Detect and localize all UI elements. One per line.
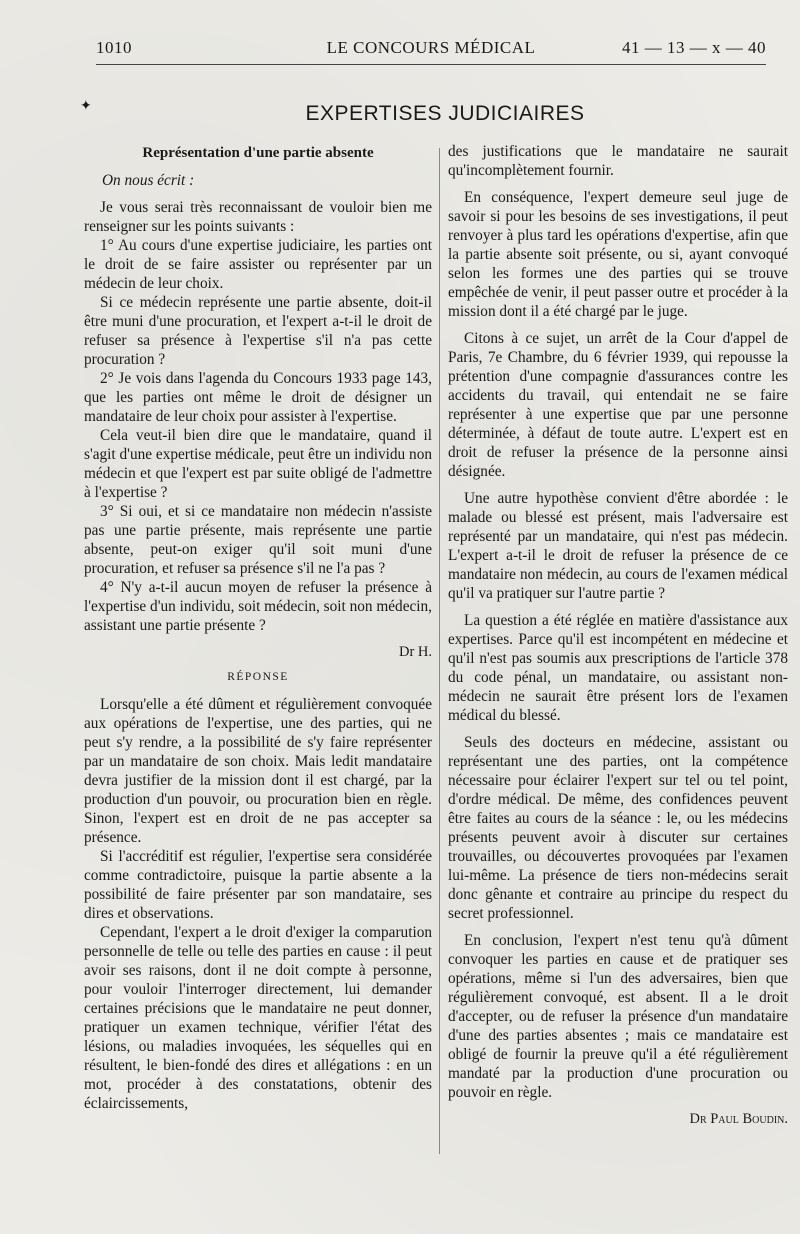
question-signature: Dr H. xyxy=(398,644,432,660)
header-rule xyxy=(96,64,766,65)
issue-reference: 41 — 13 — x — 40 xyxy=(622,38,766,57)
question-paragraph: 1° Au cours d'une expertise judiciaire, les parties ont le droit de se faire assister ou représenter par un médecin de leur choix. xyxy=(84,237,432,292)
response-continuation: des justifications que le mandataire ne saurait qu'incomplètement fournir. xyxy=(448,143,788,179)
response-paragraph: Si l'accréditif est régulier, l'expertise sera considérée comme contradictoire, puisque la partie absente a la possibilité de faire présenter par son mandataire, ses dires et observations. xyxy=(84,848,432,922)
letter-intro: On nous écrit : xyxy=(102,172,195,189)
column-divider xyxy=(439,148,440,1154)
response-paragraph: Cependant, l'expert a le droit d'exiger la comparution personnelle de telle ou telle des parties en cause : il peut avoir ses raisons, dont il ne doit compte à personne, pour vouloir l'interroger directement, lui demander certaines précisions que le mandataire ne peut donner, pratiquer un examen technique, vérifier l'état des lésions, ou maladies invoquées, les séquelles qui en résultent, le bien-fondé des dires et allégations : en un mot, procéder à des constatations, obtenir des éclaircissements, xyxy=(84,924,432,1112)
question-paragraph: Si ce médecin représente une partie absente, doit-il être muni d'une procuration, et l'expert a-t-il le droit de refuser sa présence à l'expertise s'il n'a pas cette procuration ? xyxy=(84,294,432,368)
section-title: EXPERTISES JUDICIAIRES xyxy=(305,102,585,125)
response-paragraph: Seuls des docteurs en médecine, assistant ou représentant une des parties, ont la compétence nécessaire pour éclairer l'expert sur tel ou tel point, d'ordre médical. De même, des confidences peuvent être faites au cours de la séance : le, ou les médecins présents peuvent avoir à discuter sur certaines trouvailles, ou découvertes provoquées par l'examen lui-même. La présence de tiers non-médecins serait donc gênante et contraire au principe du respect du secret professionnel. xyxy=(448,734,788,922)
journal-title: LE CONCOURS MÉDICAL xyxy=(326,38,536,57)
question-paragraph: Je vous serai très reconnaissant de vouloir bien me renseigner sur les points suivants : xyxy=(84,199,432,235)
right-column xyxy=(448,142,788,1135)
page-number: 1010 xyxy=(96,38,132,57)
response-paragraph: Lorsqu'elle a été dûment et régulièrement convoquée aux opérations de l'expertise, une des parties, qui ne peut s'y rendre, a la possibilité de s'y faire représenter par un mandataire de son choix. Mais ledit mandataire devra justifier de la mission dont il est chargé, par la production d'un pouvoir, ou procuration bien en règle. Sinon, l'expert est en droit de ne pas accepter sa présence. xyxy=(84,696,432,846)
question-paragraph: 3° Si oui, et si ce mandataire non médecin n'assiste pas une partie présente, mais représente une partie absente, peut-on exiger qu'il soit muni d'une procuration, et refuser sa présence s'il ne l'a pas ? xyxy=(84,503,432,577)
response-paragraph: Citons à ce sujet, un arrêt de la Cour d'appel de Paris, 7e Chambre, du 6 février 1939, qui repousse la prétention d'une compagnie d'assurances contre les accidents du travail, qui entendait ne se faire représenter à une expertise que par une personne déterminée, à défaut de toute autre. L'expert est en droit de refuser la présence de la personne ainsi désignée. xyxy=(448,330,788,480)
response-paragraph: En conséquence, l'expert demeure seul juge de savoir si pour les besoins de ses investigations, il peut renvoyer à plus tard les opérations d'expertise, afin que la partie absente soit présente, ou si, ayant convoqué selon les formes une des parties qui se trouve empêchée de venir, il peut passer outre et procéder à la mission dont il a été chargé par le juge. xyxy=(448,189,788,320)
response-paragraph: La question a été réglée en matière d'assistance aux expertises. Parce qu'il est incompétent en médecine et qu'il n'est pas soumis aux prescriptions de l'article 378 du code pénal, un mandataire, ou assistant non-médecin ne saurait être présent lors de l'examen médical du blessé. xyxy=(448,612,788,724)
response-paragraph: En conclusion, l'expert n'est tenu qu'à dûment convoquer les parties en cause et de pratiquer ses opérations, même si l'un des adversaires, bien que régulièrement convoqué, est absent. Il a le droit d'accepter, ou de refuser la présence d'un mandataire d'une des parties absentes ; mais ce mandataire est obligé de fournir la preuve qu'il a été régulièrement mandaté par la production d'une procuration ou pouvoir en règle. xyxy=(448,932,788,1101)
article-subtitle: Représentation d'une partie absente xyxy=(142,145,374,161)
question-paragraph: 4° N'y a-t-il aucun moyen de refuser la présence à l'expertise d'un individu, soit médecin, soit non médecin, assistant une partie présente ? xyxy=(84,579,432,634)
ink-mark-icon: ✦ xyxy=(80,99,92,114)
left-column xyxy=(84,142,432,1113)
running-head xyxy=(96,38,766,62)
response-heading: RÉPONSE xyxy=(227,671,289,683)
response-paragraph: Une autre hypothèse convient d'être abordée : le malade ou blessé est présent, mais l'adversaire est représenté par un mandataire, qui n'est pas médecin. L'expert a-t-il le droit de refuser la présence de ce mandataire non médecin, au cours de l'examen médical qu'il va pratiquer sur l'autre partie ? xyxy=(448,490,788,602)
author-signature: Dr Paul Boudin. xyxy=(689,1111,788,1127)
question-paragraph: 2° Je vois dans l'agenda du Concours 1933 page 143, que les parties ont même le droit de désigner un mandataire de leur choix pour assister à l'expertise. xyxy=(84,370,432,425)
question-paragraph: Cela veut-il bien dire que le mandataire, quand il s'agit d'une expertise médicale, peut être un individu non médecin et que l'expert est par suite obligé de l'admettre à l'expertise ? xyxy=(84,427,432,501)
